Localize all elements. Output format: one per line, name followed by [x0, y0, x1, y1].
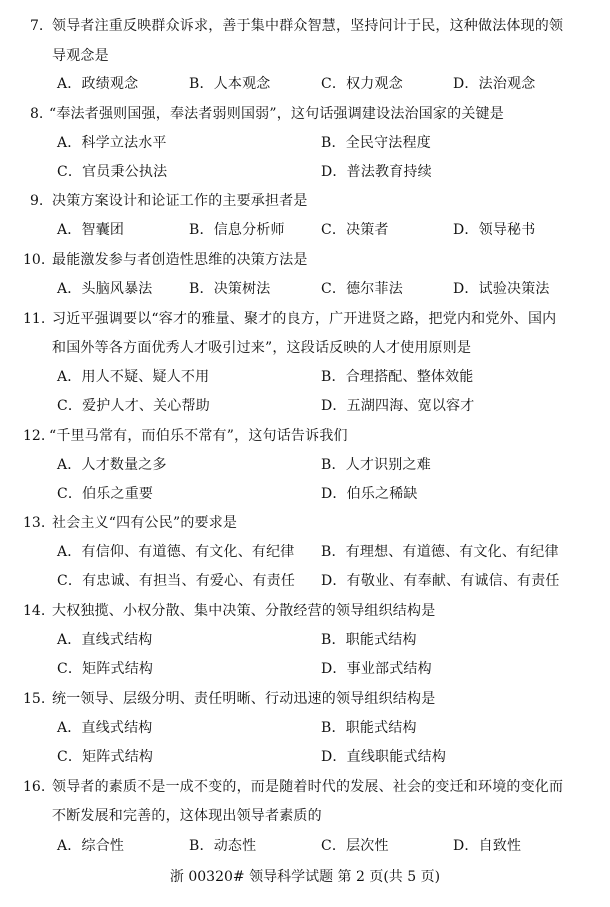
question-stem: 习近平强调要以“容才的雅量、聚才的良方，广开进贤之路，把党内和党外、国内: [52, 311, 557, 327]
option-d: D．直线职能式结构: [321, 749, 447, 765]
option-a: A．直线式结构: [57, 632, 153, 648]
option-c: C．伯乐之重要: [57, 486, 154, 502]
option-c: C．德尔菲法: [321, 281, 403, 297]
question-stem: 领导者的素质不是一成不变的，而是随着时代的发展、社会的变迁和环境的变化而: [52, 779, 564, 795]
option-d: D．伯乐之稀缺: [321, 486, 418, 502]
option-c: C．层次性: [321, 838, 389, 854]
option-c: C．决策者: [321, 222, 389, 238]
option-d: D．法治观念: [453, 76, 536, 92]
question-stem: “千里马常有，而伯乐不常有”，这句话告诉我们: [49, 428, 348, 444]
option-c: C．权力观念: [321, 76, 403, 92]
option-a: A．政绩观念: [57, 76, 139, 92]
question-number: 12.: [23, 428, 46, 444]
question-number: 11.: [23, 311, 46, 327]
option-b: B．合理搭配、整体效能: [321, 369, 474, 385]
question-stem-continued: 不断发展和完善的，这体现出领导者素质的: [52, 808, 322, 824]
option-d: D．五湖四海、宽以容才: [321, 398, 475, 414]
option-d: D．自致性: [453, 838, 522, 854]
option-d: D．普法教育持续: [321, 164, 432, 180]
question-number: 9.: [30, 193, 44, 209]
option-c: C．爱护人才、关心帮助: [57, 398, 210, 414]
option-d: D．试验决策法: [453, 281, 550, 297]
question-number: 8.: [30, 106, 44, 122]
question-stem: 社会主义“四有公民”的要求是: [52, 515, 238, 531]
option-d: D．事业部式结构: [321, 661, 432, 677]
question-number: 13.: [23, 515, 46, 531]
option-b: B．全民守法程度: [321, 135, 431, 151]
option-a: A．科学立法水平: [57, 135, 167, 151]
question-number: 10.: [23, 252, 46, 268]
option-b: B．职能式结构: [321, 632, 417, 648]
question-number: 14.: [23, 603, 46, 619]
option-b: B．动态性: [189, 838, 257, 854]
option-d: D．领导秘书: [453, 222, 536, 238]
question-stem-continued: 和国外等各方面优秀人才吸引过来”，这段话反映的人才使用原则是: [52, 340, 472, 356]
question-number: 15.: [23, 691, 46, 707]
option-a: A．有信仰、有道德、有文化、有纪律: [57, 544, 295, 560]
option-b: B．有理想、有道德、有文化、有纪律: [321, 544, 559, 560]
question-stem: 最能激发参与者创造性思维的决策方法是: [52, 252, 308, 268]
question-stem: 大权独揽、小权分散、集中决策、分散经营的领导组织结构是: [52, 603, 436, 619]
option-d: D．有敬业、有奉献、有诚信、有责任: [321, 573, 560, 589]
question-stem-continued: 导观念是: [52, 48, 109, 64]
option-c: C．有忠诚、有担当、有爱心、有责任: [57, 573, 296, 589]
question-stem: “奉法者强则国强，奉法者弱则国弱”，这句话强调建设法治国家的关键是: [49, 106, 504, 122]
option-b: B．人本观念: [189, 76, 271, 92]
option-a: A．智囊团: [57, 222, 125, 238]
option-b: B．人才识别之难: [321, 457, 431, 473]
option-c: C．矩阵式结构: [57, 661, 154, 677]
option-c: C．矩阵式结构: [57, 749, 154, 765]
option-a: A．用人不疑、疑人不用: [57, 369, 210, 385]
question-stem: 决策方案设计和论证工作的主要承担者是: [52, 193, 308, 209]
question-number: 7.: [30, 18, 44, 34]
option-a: A．人才数量之多: [57, 457, 167, 473]
page-footer: 浙 00320# 领导科学试题 第 2 页(共 5 页): [169, 869, 441, 885]
option-a: A．综合性: [57, 838, 125, 854]
option-a: A．直线式结构: [57, 720, 153, 736]
question-number: 16.: [23, 779, 46, 795]
option-b: B．职能式结构: [321, 720, 417, 736]
option-b: B．信息分析师: [189, 222, 285, 238]
question-stem: 领导者注重反映群众诉求，善于集中群众智慧，坚持问计于民，这种做法体现的领: [52, 18, 564, 34]
option-a: A．头脑风暴法: [57, 281, 153, 297]
option-c: C．官员秉公执法: [57, 164, 168, 180]
option-b: B．决策树法: [189, 281, 271, 297]
question-stem: 统一领导、层级分明、责任明晰、行动迅速的领导组织结构是: [52, 691, 436, 707]
